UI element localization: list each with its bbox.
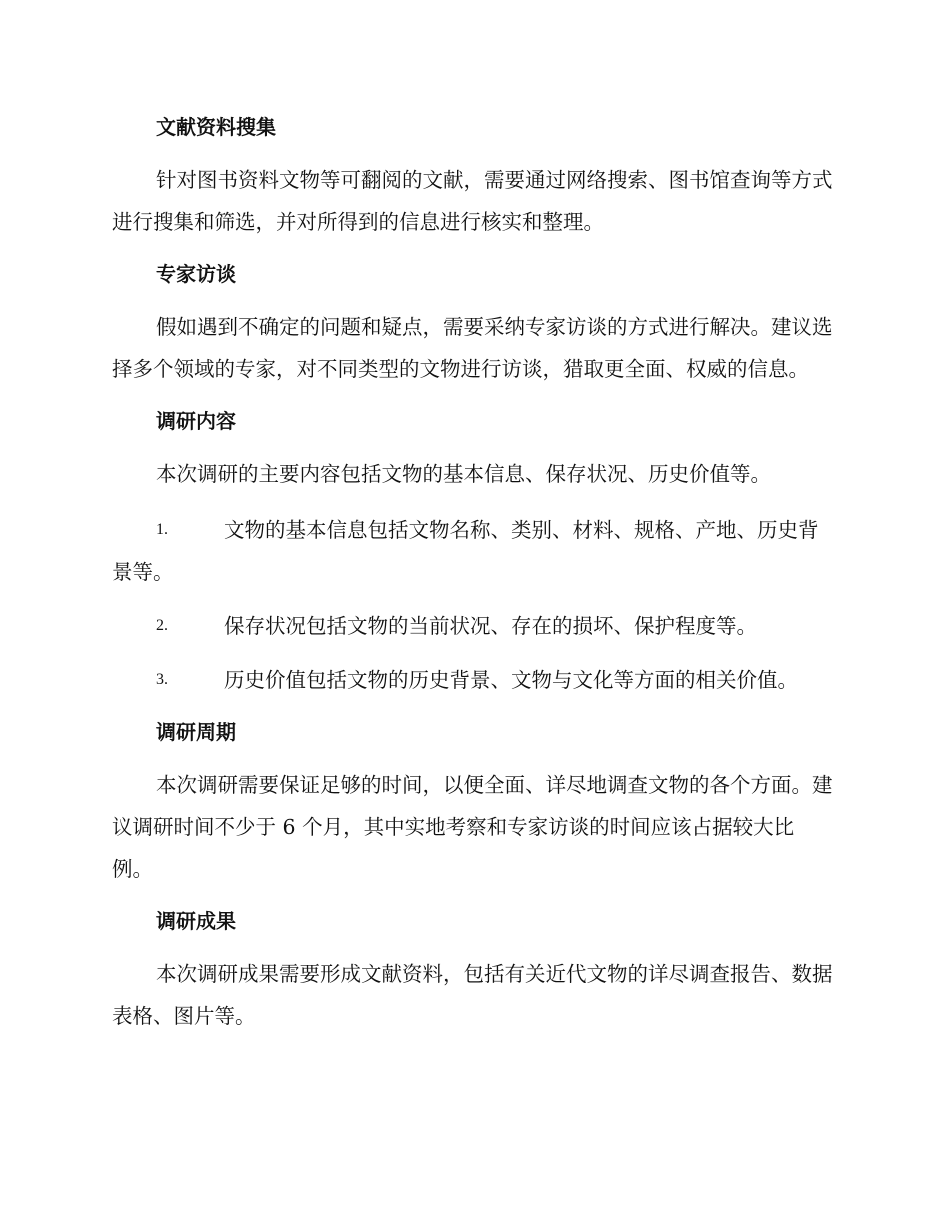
list-item-number: 1. (156, 521, 168, 538)
list-item-number: 3. (156, 671, 168, 688)
list-item-number: 2. (156, 617, 168, 634)
section-heading-research-results: 调研成果 (156, 909, 236, 933)
document-body (112, 108, 834, 1037)
section-paragraph-literature: 针对图书资料文物等可翻阅的文献，需要通过网络搜索、图书馆查询等方式进行搜集和筛选，并对所得到的信息进行核实和整理。 (112, 168, 833, 234)
section-heading-expert-interview: 专家访谈 (156, 262, 236, 286)
section-heading-research-period: 调研周期 (156, 720, 236, 744)
section-heading-research-content: 调研内容 (156, 409, 236, 433)
list-item-text: 保存状况包括文物的当前状况、存在的损坏、保护程度等。 (224, 614, 757, 638)
list-item (112, 659, 834, 701)
list-item (112, 509, 834, 593)
section-paragraph-research-content: 本次调研的主要内容包括文物的基本信息、保存状况、历史价值等。 (156, 462, 771, 486)
list-item (112, 605, 834, 647)
section-paragraph-expert-interview: 假如遇到不确定的问题和疑点，需要采纳专家访谈的方式进行解决。建议选择多个领域的专家，对不同类型的文物进行访谈，猎取更全面、权威的信息。 (112, 315, 833, 381)
list-item-text: 历史价值包括文物的历史背景、文物与文化等方面的相关价值。 (224, 668, 798, 692)
section-heading-literature: 文献资料搜集 (156, 115, 276, 139)
section-paragraph-research-period: 本次调研需要保证足够的时间，以便全面、详尽地调查文物的各个方面。建议调研时间不少于 6 个月，其中实地考察和专家访谈的时间应该占据较大比例。 (112, 773, 833, 881)
section-paragraph-research-results: 本次调研成果需要形成文献资料，包括有关近代文物的详尽调查报告、数据表格、图片等。 (112, 962, 833, 1028)
list-item-text: 文物的基本信息包括文物名称、类别、材料、规格、产地、历史背景等。 (112, 518, 819, 584)
